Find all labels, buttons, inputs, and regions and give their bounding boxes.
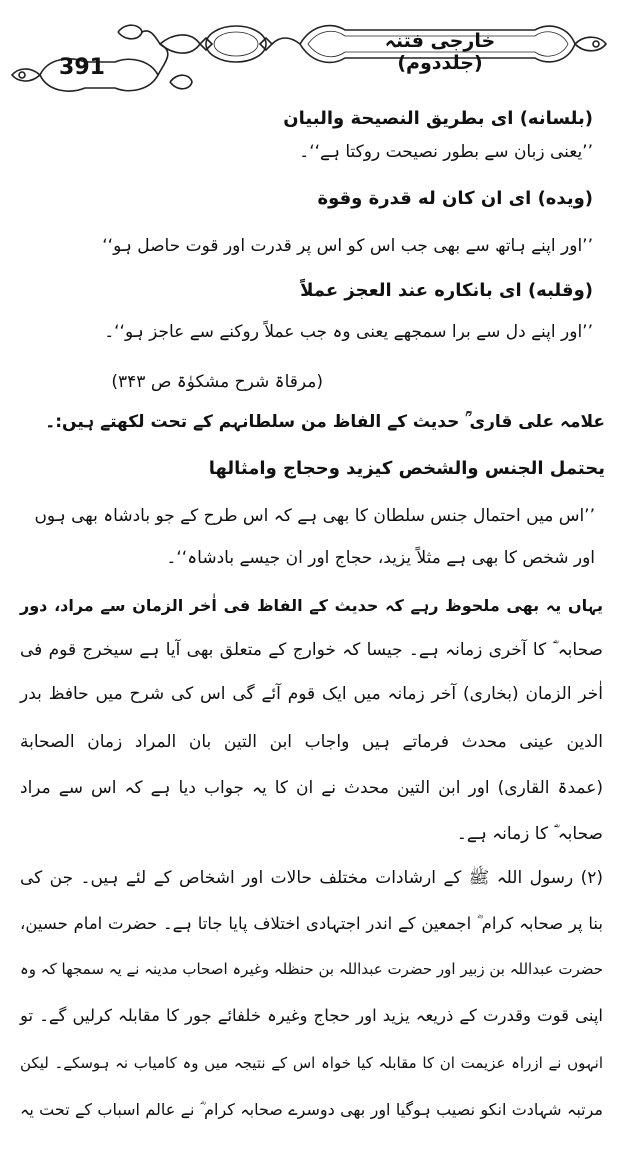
- urdu-quote-line: اور شخص کا بھی ہے مثلاً یزید، حجاج اور ان جیسے بادشاہ‘‘۔: [166, 548, 595, 568]
- urdu-line: علامہ علی قاری ؒ حدیث کے الفاظ من سلطانہم کے تحت لکھتے ہیں:۔: [45, 412, 605, 432]
- paragraph-line: صحابہ ؓ کا آخری زمانہ ہے۔ جیسا کہ خوارج کے متعلق بھی آیا ہے سیخرج قوم فی: [20, 640, 603, 660]
- paragraph-line: مرتبہ شہادت انکو نصیب ہوگیا اور بھی دوسرے صحابہ کرام ؓ نے عالم اسباب کے تحت یہ: [20, 1100, 603, 1119]
- arabic-line: (ويده) اى ان كان له قدرة وقوة: [317, 188, 593, 209]
- paragraph-line: (عمدۃ القاری) اور ابن التین محدث نے ان کا یہ جواب دیا ہے کہ اس سے مراد: [20, 778, 603, 798]
- urdu-quote-line: ’’اور اپنے دل سے برا سمجھے یعنی وہ جب عملاً روکنے سے عاجز ہو‘‘۔: [104, 322, 593, 342]
- running-title: خارجی فتنہ (جلددوم): [384, 30, 496, 74]
- paragraph-line: صحابہ ؓ کا زمانہ ہے۔: [456, 824, 603, 844]
- citation: (مرقاۃ شرح مشکوٰۃ ص ۳۴۳): [111, 372, 323, 392]
- page-header: [0, 0, 623, 100]
- urdu-quote-line: ’’اس میں احتمال جنس سلطان کا بھی ہے کہ اس طرح کے جو بادشاہ بھی ہوں: [34, 506, 595, 526]
- paragraph-line: (۲) رسول اللہ ﷺ کے ارشادات مختلف حالات اور اشخاص کے لئے ہیں۔ جن کی: [20, 868, 603, 888]
- urdu-quote-line: ’’اور اپنے ہاتھ سے بھی جب اس کو اس پر قدرت اور قوت حاصل ہو‘‘: [102, 236, 593, 256]
- paragraph-line: اپنی قوت وقدرت کے ذریعہ یزید اور حجاج وغیرہ خلفائے جور کا مقابلہ کرلیں گے۔ تو: [20, 1006, 603, 1025]
- paragraph-line: الدین عینی محدث فرماتے ہیں واجاب ابن التین بان المراد زمان الصحابة: [20, 732, 603, 752]
- arabic-line: (وقلبه) اى بانكاره عند العجز عملاً: [300, 280, 593, 301]
- paragraph-line: یہاں یہ بھی ملحوظ رہے کہ حدیث کے الفاظ فی اٰخر الزمان سے مراد، دور: [20, 596, 603, 615]
- urdu-quote-line: ’’یعنی زبان سے بطور نصیحت روکتا ہے‘‘۔: [299, 142, 593, 162]
- page-number: 391: [59, 55, 105, 80]
- arabic-line: يحتمل الجنس والشخص كيزيد وحجاج وامثالها: [208, 458, 605, 479]
- arabic-line: (بلسانه) اى بطريق النصيحة والبيان: [283, 108, 593, 129]
- paragraph-line: بنا پر صحابہ کرام ؓ اجمعین کے اندر اجتہادی اختلاف پایا جاتا ہے۔ حضرت امام حسین،: [20, 914, 603, 933]
- paragraph-line: انہوں نے ازراہ عزیمت ان کا مقابلہ کیا خواہ اس کے نتیجہ میں وہ کامیاب نہ ہوسکے۔ لیکن: [20, 1054, 603, 1072]
- paragraph-line: اٰخر الزمان (بخاری) آخر زمانہ میں ایک قوم آئے گی اس کی شرح میں حافظ بدر: [20, 684, 603, 704]
- paragraph-line: حضرت عبداللہ بن زبیر اور حضرت عبداللہ بن حنظلہ وغیرہ اصحاب مدینہ نے یہ سمجھا کہ وہ: [20, 960, 603, 978]
